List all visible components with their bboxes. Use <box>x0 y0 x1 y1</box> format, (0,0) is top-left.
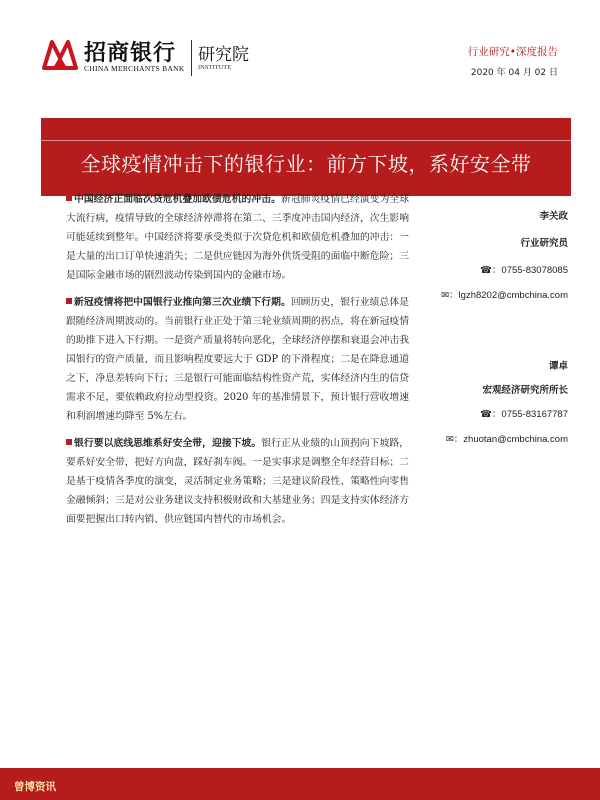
analyst-name: 谭卓 <box>548 361 568 372</box>
paragraph-lead: 新冠疫情将把中国银行业推向第三次业绩下行期。 <box>74 297 291 308</box>
cmb-logo-icon <box>42 38 78 70</box>
bullet-square-icon <box>66 439 72 445</box>
summary-paragraph <box>66 434 409 529</box>
paragraph-lead: 银行要以底线思维系好安全带，迎接下坡。 <box>74 438 262 449</box>
email-icon: ✉： <box>441 290 459 301</box>
brand-name: 招商银行 <box>84 41 177 66</box>
paragraph-lead: 中国经济正面临次贷危机叠加欧债危机的冲击。 <box>74 194 281 205</box>
bullet-square-icon <box>66 298 72 304</box>
paragraph-body: 银行正从业绩的山顶拐向下坡路，要系好安全带，把好方向盘，踩好刹车阀。一是实事求是调整全年经营目标；二是基于疫情各季度的演变，灵活制定业务策略；三是建议阶段性、策略性向零售金融倾斜；三是对公业务建议支持积极财政和大基建业务；四是支持实体经济方面要把握出口转内销、供应链国内替代的市场机会。 <box>66 438 410 525</box>
title-rule <box>41 140 571 141</box>
brand-divider <box>191 40 192 76</box>
summary-paragraph <box>66 293 409 426</box>
institute-name-en: INSTITUTE <box>198 64 232 71</box>
report-header <box>0 0 600 110</box>
analyst-phone-number: 0755-83167787 <box>501 409 568 420</box>
phone-icon: ☎： <box>480 265 502 276</box>
analyst-phone <box>420 406 568 420</box>
bullet-square-icon <box>66 195 72 201</box>
footer-label: 曾博资讯 <box>14 781 56 793</box>
summary-paragraph <box>66 190 409 285</box>
analyst-email[interactable] <box>420 287 568 301</box>
analyst-email-address[interactable]: zhuotan@cmbchina.com <box>463 434 568 445</box>
analyst-card <box>420 358 568 445</box>
analyst-email-address[interactable]: lgzh8202@cmbchina.com <box>458 290 568 301</box>
report-title: 全球疫情冲击下的银行业：前方下坡，系好安全带 <box>80 152 532 176</box>
analyst-phone-number: 0755-83078085 <box>501 265 568 276</box>
analyst-phone <box>420 262 568 276</box>
email-icon: ✉： <box>445 434 464 445</box>
institute-name: 研究院 <box>198 45 249 65</box>
analyst-email[interactable] <box>420 431 568 445</box>
phone-icon: ☎： <box>480 409 502 420</box>
report-type: 行业研究•深度报告 <box>467 46 558 58</box>
analyst-card <box>420 208 568 301</box>
footer-bar <box>0 768 600 800</box>
paragraph-body: 回顾历史，银行业绩总体是跟随经济周期波动的。当前银行业正处于第三轮业绩周期的拐点，将在新冠疫情的助推下进入下行期。一是资产质量将转向恶化，全球经济停摆和衰退会冲击我国银行的资产质量，而且影响程度要远大于 GDP 的下滑程度；二是在降息通道之下，净息差转向下行；三是银行可能面临结构性资产荒，实体经济内生的信贷需求不足，要依赖政府拉动型投资。2020 年的基准情景下，预计银行营收增速和利润增速均降至 5%左右。 <box>66 297 410 422</box>
summary-body <box>66 190 409 537</box>
paragraph-body: 新冠肺炎疫情已经演变为全球大流行病，疫情导致的全球经济停滞将在第二、三季度冲击国内经济，次生影响可能延续到整年。中国经济将要承受类似于次贷危机和欧债危机叠加的冲击：一是大量的出口订单快速消失；二是供应链因为海外供货受阻的面临中断危险；三是国际金融市场的剧烈波动传染到国内的金融市场。 <box>66 194 410 281</box>
report-date: 2020 年 04 月 02 日 <box>470 68 558 78</box>
brand-name-en: CHINA MERCHANTS BANK <box>84 64 185 73</box>
analyst-name: 李关政 <box>539 211 568 222</box>
analyst-title: 宏观经济研究所所长 <box>482 385 568 396</box>
analyst-title: 行业研究员 <box>520 238 568 249</box>
